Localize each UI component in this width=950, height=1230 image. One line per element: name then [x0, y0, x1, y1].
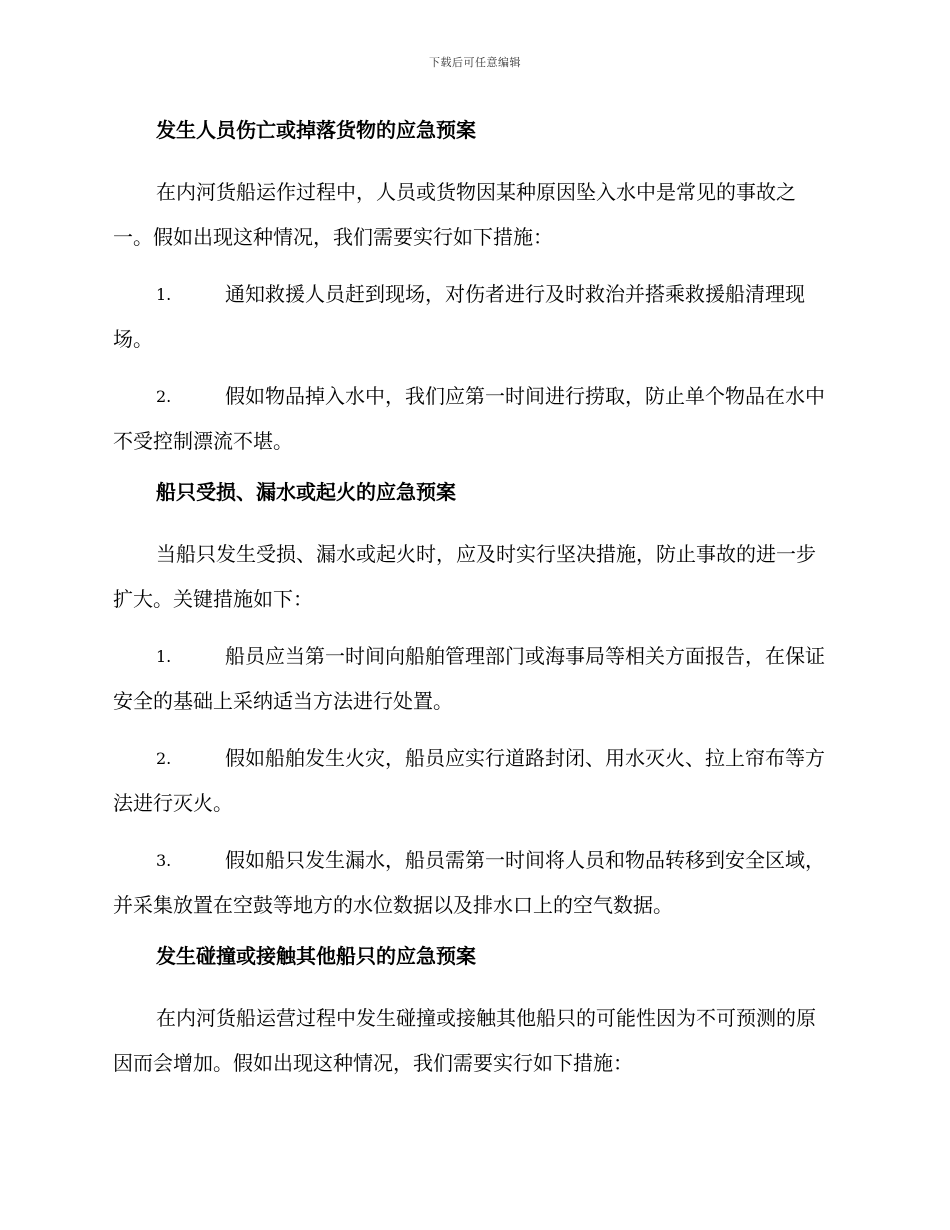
- list-number: 2.: [156, 387, 172, 406]
- section-intro: 当船只发生受损、漏水或起火时，应及时实行坚决措施，防止事故的进一步扩大。关键措施如下：: [113, 542, 816, 611]
- list-text: 船员应当第一时间向船舶管理部门或海事局等相关方面报告，在保证安全的基础上采纳适当方法进行处置。: [113, 644, 825, 713]
- list-text: 通知救援人员赶到现场，对伤者进行及时救治并搭乘救援船清理现场。: [113, 282, 805, 351]
- document-body: [113, 114, 835, 1098]
- page-header: 下载后可任意编辑: [429, 56, 521, 69]
- list-text: 假如船舶发生火灾，船员应实行道路封闭、用水灭火、拉上帘布等方法进行灭火。: [113, 746, 825, 815]
- list-text: 假如船只发生漏水，船员需第一时间将人员和物品转移到安全区域，并采集放置在空鼓等地方的水位数据以及排水口上的空气数据。: [113, 848, 825, 917]
- list-item: [113, 736, 835, 826]
- section-heading: 发生人员伤亡或掉落货物的应急预案: [156, 118, 476, 142]
- section-collision: [113, 940, 835, 1086]
- list-item: [113, 838, 835, 928]
- list-item: [113, 634, 835, 724]
- section-casualty-cargo: [113, 114, 835, 464]
- section-intro: 在内河货船运营过程中发生碰撞或接触其他船只的可能性因为不可预测的原因而会增加。假如出现这种情况，我们需要实行如下措施：: [113, 1006, 816, 1075]
- section-intro: 在内河货船运作过程中，人员或货物因某种原因坠入水中是常见的事故之一。假如出现这种情况，我们需要实行如下措施：: [113, 180, 796, 249]
- list-number: 2.: [156, 749, 172, 768]
- section-damage-leak-fire: [113, 476, 835, 928]
- section-heading: 发生碰撞或接触其他船只的应急预案: [156, 944, 476, 968]
- list-item: [113, 374, 835, 464]
- list-text: 假如物品掉入水中，我们应第一时间进行捞取，防止单个物品在水中不受控制漂流不堪。: [113, 384, 825, 453]
- list-number: 3.: [156, 851, 172, 870]
- list-item: [113, 272, 835, 362]
- list-number: 1.: [156, 647, 172, 666]
- list-number: 1.: [156, 285, 172, 304]
- section-heading: 船只受损、漏水或起火的应急预案: [156, 480, 456, 504]
